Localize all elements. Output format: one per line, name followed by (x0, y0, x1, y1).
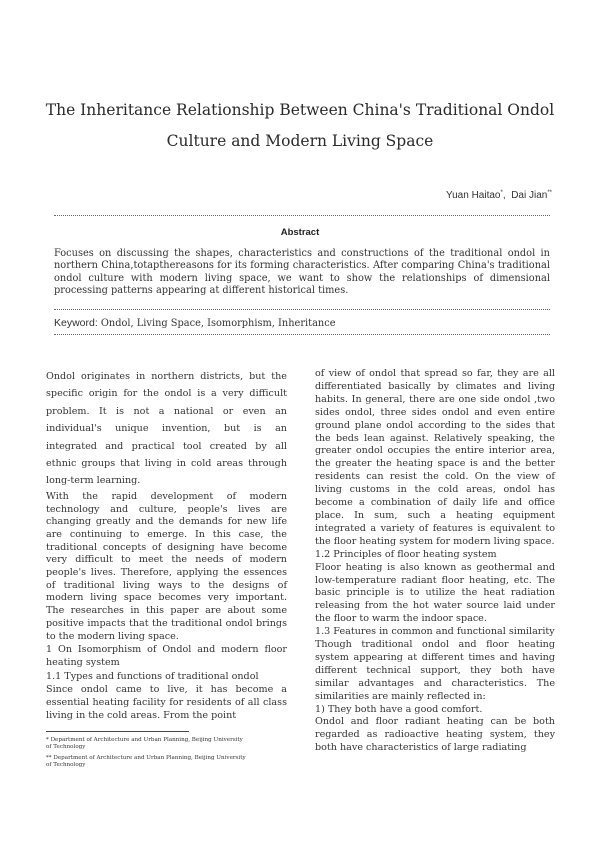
abstract-text: Focuses on discussing the shapes, characteristics and constructions of the traditional ondol in northern China,totapthereasons for its forming characteristics. After comparing China's traditional ondol culture with modern living space, we want to show the relationships of dimensional processing patterns appearing at different historical times. (54, 248, 550, 297)
keywords-label: Keyword: (54, 317, 98, 329)
author-name: Dai Jian (511, 190, 548, 201)
paper-title-line-2: Culture and Modern Living Space (166, 132, 434, 150)
author-name: Yuan Haitao (446, 190, 501, 201)
dotted-divider (54, 334, 550, 335)
subsection-heading: 1.3 Features in common and functional similarity (315, 626, 555, 638)
footnote: ** Department of Architecture and Urban Planning, Beijing University of Technology (46, 755, 246, 769)
paper-title-line-1: The Inheritance Relationship Between China's Traditional Ondol (45, 101, 555, 119)
right-column (315, 368, 555, 755)
dotted-divider (54, 309, 550, 310)
body-paragraph: of view of ondol that spread so far, they are all differentiated basically by climates and living habits. In general, there are one side ondol ,two sides ondol, three sides ondol and even entire ground plane ondol according to the sides that the beds lean against. Relatively speaking, the greater ondol occupies the entire interior area, the greater the heating space is and the better residents can resist the cold. On the view of living customs in the cold areas, ondol has become a combination of daily life and office place. In sum, such a heating equipment integrated a variety of features is equivalent to the floor heating system for modern living space. (315, 368, 555, 547)
keywords-text: Ondol, Living Space, Isomorphism, Inheritance (97, 318, 336, 329)
dotted-divider (54, 215, 550, 216)
section-heading: 1 On Isomorphism of Ondol and modern floor heating system (46, 644, 287, 668)
body-paragraph: Ondol and floor radiant heating can be both regarded as radioactive heating system, they both have characteristics of large radiating (315, 716, 555, 754)
body-paragraph: Floor heating is also known as geothermal and low-temperature radiant floor heating, etc. The basic principle is to utilize the heat radiation releasing from the hot water source laid under the floor to warm the indoor space. (315, 561, 555, 625)
author-list (446, 190, 552, 201)
left-column (46, 368, 287, 723)
list-item: 1) They both have a good comfort. (315, 703, 483, 715)
author-separator: , (502, 190, 512, 201)
author-affiliation-mark: * (500, 190, 503, 196)
body-paragraph: Ondol originates in northern districts, but the specific origin for the ondol is a very difficult problem. It is not a national or even an individual's unique invention, but is an integrated and practical tool created by all ethnic groups that living in cold areas through long-term learning. (46, 371, 287, 487)
footnote-rule (46, 731, 189, 732)
body-paragraph: Since ondol came to live, it has become a essential heating facility for residents of all class living in the cold areas. From the point (46, 684, 287, 721)
author-affiliation-mark: ** (547, 190, 552, 196)
subsection-heading: 1.2 Principles of floor heating system (315, 548, 497, 560)
body-paragraph: With the rapid development of modern technology and culture, people's lives are changing greatly and the demands for new life are continuing to emerge. In this case, the traditional concepts of designing have become very difficult to meet the needs of modern people's lives. Therefore, applying the essences of traditional living ways to the designs of modern living space becomes very important. The researches in this paper are about some positive impacts that the traditional ondol brings to the modern living space. (46, 490, 287, 642)
footnote: * Department of Architecture and Urban Planning, Beijing University of Technology (46, 737, 243, 751)
subsection-heading: 1.1 Types and functions of traditional ondol (46, 670, 259, 682)
body-paragraph: Though traditional ondol and floor heating system appearing at different times and having different technical support, they both have similar advantages and characteristics. The similarities are mainly reflected in: (315, 639, 555, 702)
abstract-heading: Abstract (280, 227, 320, 238)
keywords (54, 317, 550, 329)
